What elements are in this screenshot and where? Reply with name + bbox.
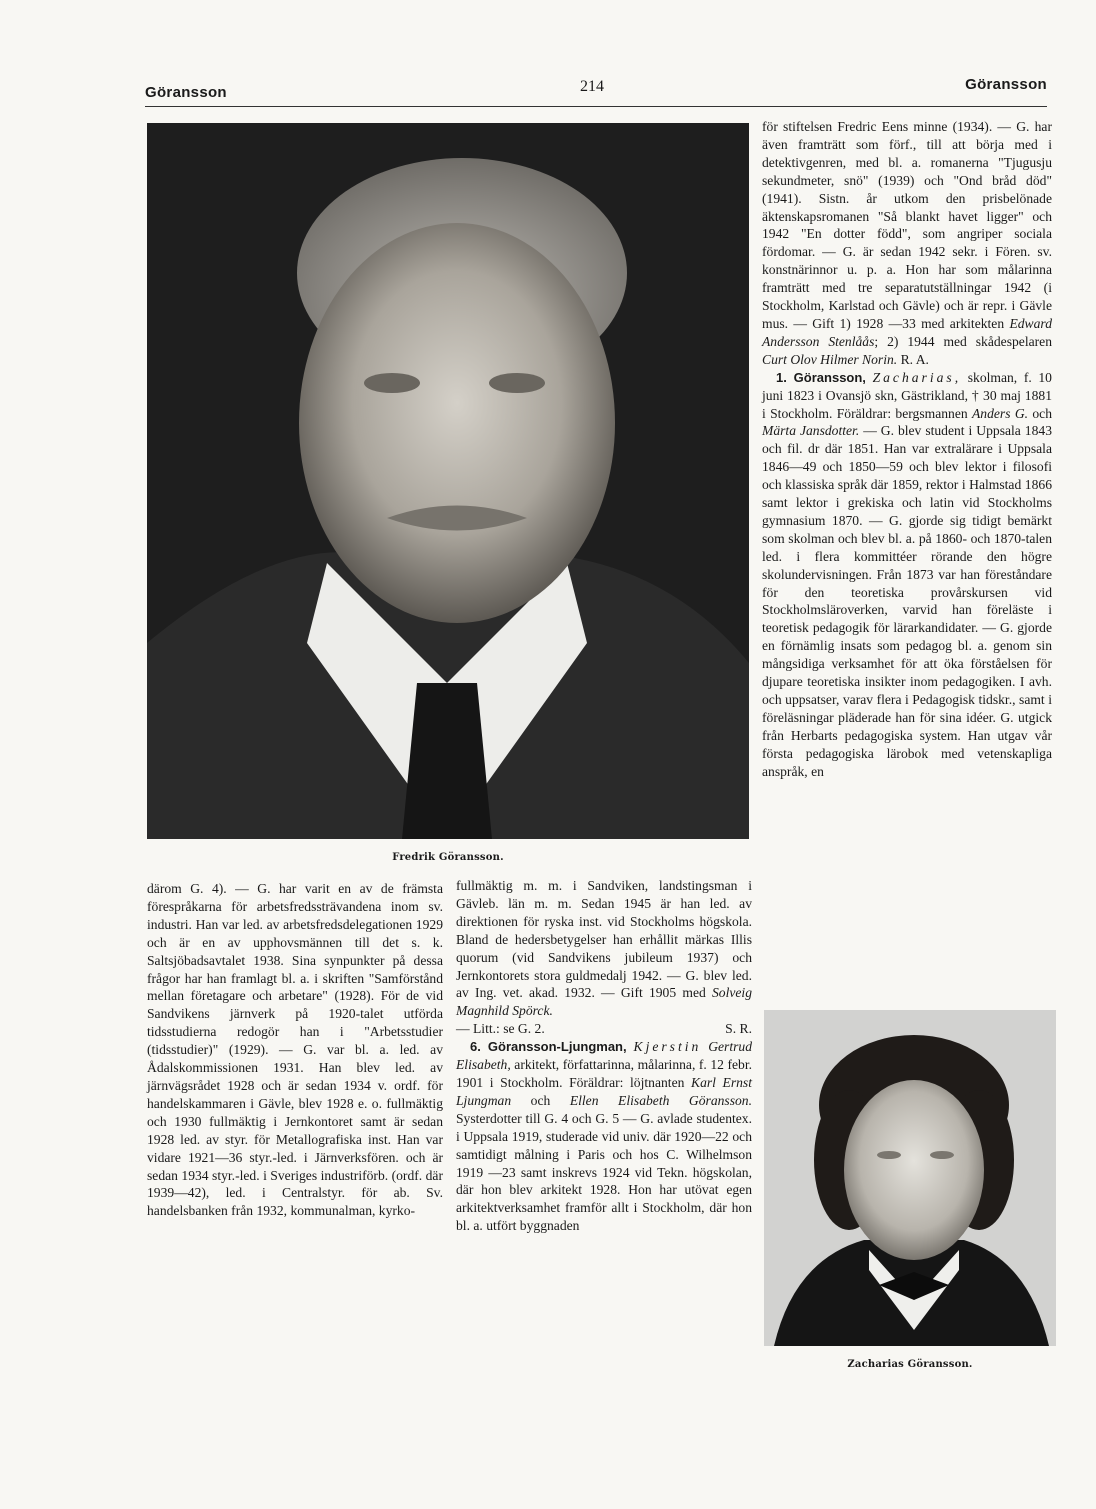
- text-column-right: [762, 118, 1052, 781]
- entry-goransson-zacharias: 1. Göransson, Zacharias, skolman, f. 10 juni 1823 i Ovansjö skn, Gästrikland, † 30 maj 1881 i Stockholm. Föräldrar: bergsmannen Anders G. och Märta Jansdotter. — G. blev student i Uppsala 1843 och fil. dr där 1851. Han var extralärare i Uppsala 1846—49 och 1850—59 och blev lektor i filosofi och klassiska språk där 1859, rektor i Halmstad 1866 samt lektor i grekiska och latin vid Stockholms gymnasium 1870. — G. gjorde sig tidigt bemärkt som skolman och blev bl. a. på 1860- och 1870-talen led. i flera kommittéer rörande den högre skolundervisningen. Från 1873 var han föreståndare för den teoretiska provårskursen vid Stockholmsläroverken, varvid han föreläste i teoretisk pedagogik för lärarkandidater. — G. gjorde en förnämlig insats som pedagog bl. a. genom sin mångsidiga verksamhet för att öka förståelsen för djupare teoretiska insikter inom pedagogiken. I avh. och uppsatser, varav flera i Pedagogisk tidskr., samt i föreläsningar pläderade han för sina idéer. G. utgick från Herbarts pedagogiska system. Han utgav vår första pedagogiska lärobok med vetenskapliga anspråk, en: [762, 369, 1052, 779]
- text-column-left: [147, 880, 443, 1220]
- spouse-name: Solveig Magnhild Spörck.: [456, 985, 752, 1019]
- portrait-zacharias-goransson: [764, 1010, 1056, 1346]
- signature-line: — Litt.: se G. 2. S. R.: [456, 1021, 752, 1037]
- entry-given-name: Zacharias,: [872, 369, 962, 385]
- paragraph: därom G. 4). — G. har varit en av de främsta förespråkarna för arbetsfredssträvandena inom sv. industri. Han var led. av arbetsfredsdelegationen 1929 och är en av upphovsmännen till det s. k. Saltsjöbadsavtalet 1938. Sina synpunkter på dessa frågor har han framlagt bl. a. i skriften "Samförstånd mellan företagare och arbetare" (1928). För de vid Sandvikens järnverk på 1920-talet utförda tidsstudierna redogör han i "Arbetsstudier (tidsstudier)" (1929). — G. var bl. a. led. av Ådalskommissionen 1931. Han blev led. av järnvägsrådet 1928 och är sedan 1934 v. ordf. för handelskammaren i Gävle, blev 1928 e. o. fullmäktig och 1930 fullmäktig i Jernkontoret samt är sedan 1928 led. av styr. för Metallografiska inst. Han var vidare 1921—36 styr.-led. i Järnverksfören. och är sedan 1934 styr.-led. i Sveriges industriförb. (ordf. där 1939—42), led. i Centralstyr. för ab. Sv. handelsbanken från 1932, kommunalman, kyrko-: [147, 881, 443, 1219]
- paragraph: för stiftelsen Fredric Eens minne (1934). — G. har även framträtt som förf., till att börja med i detektivgenren, med bl. a. romanerna "Tjugusju sekundmeter, snö" (1939) och "Ond bråd död" (1941). Sistn. år utkom den prisbelönade äktenskapsromanen "Så blankt havet ligger" och 1942 "En dotter född", som angriper sociala fördomar. — G. är sedan 1942 sekr. i Fören. sv. konstnärinnor u. p. a. Hon har som målarinna framträtt med tre separatutställningar 1942 (i Stockholm, Karlstad och Gävle) och är repr. i Gävle mus. — Gift 1) 1928 —33 med arkitekten Edward Andersson Stenlåås; 2) 1944 med skådespelaren Curt Olov Hilmer Norin. R. A.: [762, 119, 1053, 367]
- portrait-fredrik-goransson: [147, 123, 749, 839]
- entry-goransson-ljungman: 6. Göransson-Ljungman, Kjerstin Gertrud Elisabeth, arkitekt, författarinna, målarinna, f. 12 febr. 1901 i Stockholm. Föräldrar: löjtnanten Karl Ernst Ljungman och Ellen Elisabeth Göransson. Systerdotter till G. 4 och G. 5 — G. avlade studentex. i Uppsala 1919, studerade vid univ. där 1920—22 och samtidigt målning i Paris och hos C. Wilhelmson 1919 —23 samt inskrevs 1924 vid Tekn. högskolan, där hon blev arkitekt 1928. Hon har utövat egen arkitektverksamhet framför allt i Stockholm, där hon bl. a. utfört byggnaden: [456, 1039, 753, 1234]
- entry-headword: 6. Göransson-Ljungman,: [470, 1039, 627, 1055]
- running-head-right: Göransson: [965, 76, 1047, 93]
- page-number: 214: [580, 78, 604, 95]
- header-rule: [145, 106, 1047, 107]
- entry-headword: 1. Göransson,: [776, 369, 866, 385]
- portrait1-caption: Fredrik Göransson.: [392, 852, 504, 863]
- running-head-left: Göransson: [145, 84, 227, 101]
- text-column-middle: [456, 877, 752, 1235]
- entry-given-name: Kjerstin: [633, 1039, 702, 1055]
- paragraph: fullmäktig m. m. i Sandviken, landstingsman i Gävleb. län m. m. Sedan 1945 är han led. av direktionen för ryska inst. vid Stockholms högskola. Bland de hedersbetygelser han erhållit märkas Illis quorum (vid Sandvikens jubileum 1937) och Jernkontorets stora guldmedalj 1942. — G. blev led. av Ing. vet. akad. 1932. — Gift 1905 med Solveig Magnhild Spörck.: [456, 878, 752, 1019]
- portrait2-caption: Zacharias Göransson.: [847, 1359, 973, 1370]
